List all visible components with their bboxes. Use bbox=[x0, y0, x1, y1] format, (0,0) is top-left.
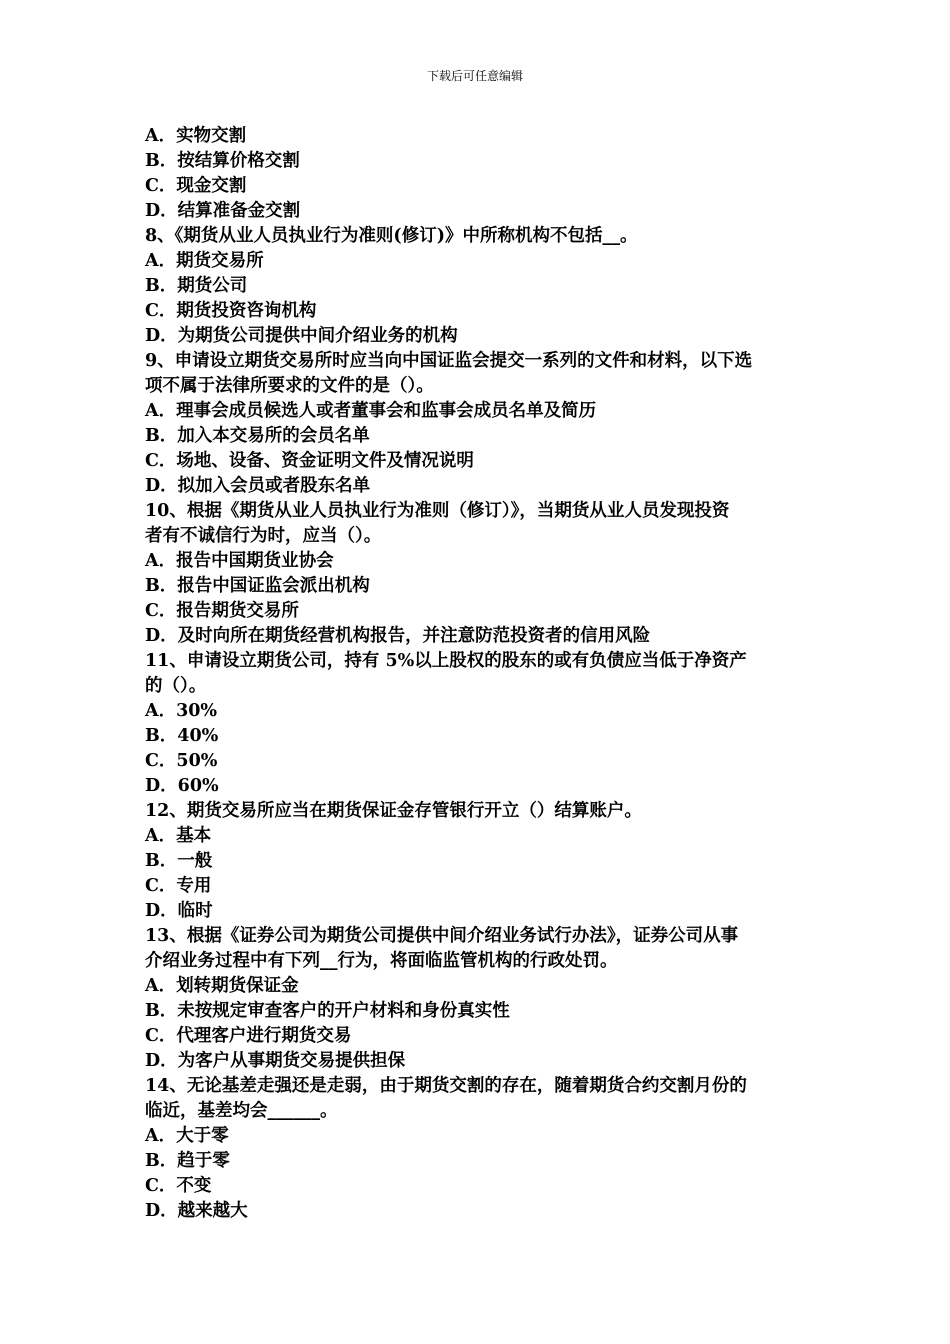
text-line: D．为期货公司提供中间介绍业务的机构 bbox=[145, 326, 458, 346]
text-line: D．及时向所在期货经营机构报告，并注意防范投资者的信用风险 bbox=[145, 626, 651, 646]
text-line: A．30% bbox=[145, 701, 218, 721]
text-line: A．划转期货保证金 bbox=[145, 976, 299, 996]
text-line: C．代理客户进行期货交易 bbox=[145, 1026, 352, 1046]
text-line: A．大于零 bbox=[145, 1126, 229, 1146]
question-line: 者有不诚信行为时，应当（）。 bbox=[145, 526, 382, 546]
question-line: 11、申请设立期货公司，持有 5%以上股权的股东的或有负债应当低于净资产 bbox=[145, 651, 747, 671]
document-body bbox=[145, 124, 810, 1224]
text-line: D．临时 bbox=[145, 901, 213, 921]
text-line: B．加入本交易所的会员名单 bbox=[145, 426, 370, 446]
text-line: D．越来越大 bbox=[145, 1201, 248, 1221]
question-line: 项不属于法律所要求的文件的是（）。 bbox=[145, 376, 434, 396]
text-line: A．理事会成员候选人或者董事会和监事会成员名单及简历 bbox=[145, 401, 597, 421]
text-line: A．报告中国期货业协会 bbox=[145, 551, 334, 571]
text-line: B．未按规定审查客户的开户材料和身份真实性 bbox=[145, 1001, 510, 1021]
text-line: B．按结算价格交割 bbox=[145, 151, 300, 171]
question-line: 临近，基差均会______。 bbox=[145, 1101, 338, 1121]
text-line: C．报告期货交易所 bbox=[145, 601, 299, 621]
question-line: 10、根据《期货从业人员执业行为准则（修订）》，当期货从业人员发现投资 bbox=[145, 501, 730, 521]
text-line: A．期货交易所 bbox=[145, 251, 264, 271]
page-header: 下载后可任意编辑 bbox=[426, 69, 523, 83]
text-line: B．40% bbox=[145, 726, 219, 746]
text-line: B．一般 bbox=[145, 851, 213, 871]
text-line: C．期货投资咨询机构 bbox=[145, 301, 317, 321]
text-line: D．拟加入会员或者股东名单 bbox=[145, 476, 371, 496]
question-line: 8、《期货从业人员执业行为准则(修订)》中所称机构不包括__。 bbox=[145, 226, 638, 246]
text-line: C．50% bbox=[145, 751, 218, 771]
text-line: D．60% bbox=[145, 776, 219, 796]
text-line: B．期货公司 bbox=[145, 276, 248, 296]
question-line: 14、无论基差走强还是走弱，由于期货交割的存在，随着期货合约交割月份的 bbox=[145, 1076, 747, 1096]
text-line: D．结算准备金交割 bbox=[145, 201, 301, 221]
question-line: 介绍业务过程中有下列__行为，将面临监管机构的行政处罚。 bbox=[145, 951, 618, 971]
question-line: 13、根据《证券公司为期货公司提供中间介绍业务试行办法》，证券公司从事 bbox=[145, 926, 739, 946]
text-line: C．现金交割 bbox=[145, 176, 247, 196]
text-line: C．场地、设备、资金证明文件及情况说明 bbox=[145, 451, 474, 471]
text-line: B．趋于零 bbox=[145, 1151, 230, 1171]
text-line: A．基本 bbox=[145, 826, 212, 846]
question-line: 的（）。 bbox=[145, 676, 207, 696]
text-line: A．实物交割 bbox=[145, 126, 247, 146]
text-line: C．不变 bbox=[145, 1176, 212, 1196]
question-line: 9、申请设立期货交易所时应当向中国证监会提交一系列的文件和材料，以下选 bbox=[145, 351, 753, 371]
question-line: 12、期货交易所应当在期货保证金存管银行开立（）结算账户。 bbox=[145, 801, 642, 821]
text-line: D．为客户从事期货交易提供担保 bbox=[145, 1051, 406, 1071]
text-line: B．报告中国证监会派出机构 bbox=[145, 576, 370, 596]
text-line: C．专用 bbox=[145, 876, 212, 896]
